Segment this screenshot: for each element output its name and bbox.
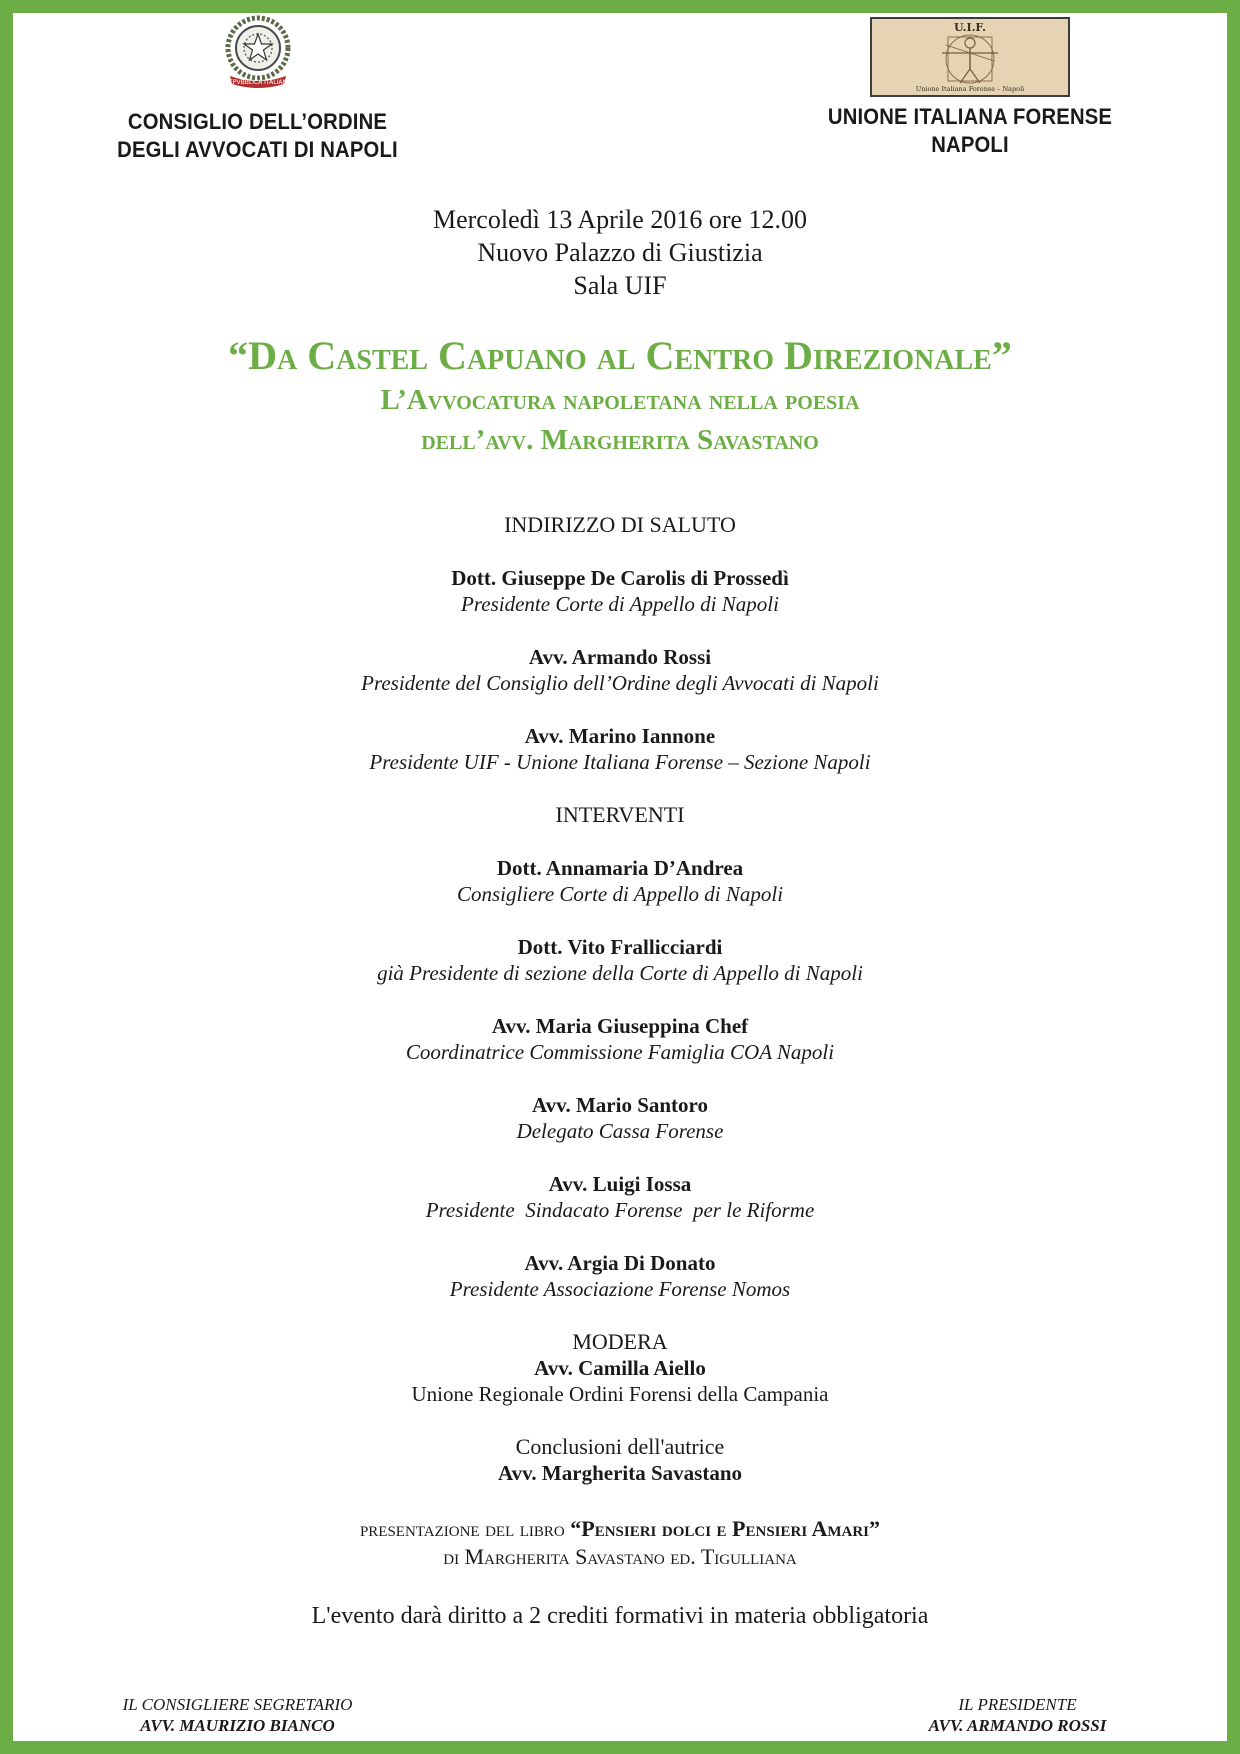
speaker-person bbox=[0, 1171, 1240, 1223]
vitruvian-man-icon bbox=[872, 19, 1068, 95]
left-org-line1: CONSIGLIO DELL’ORDINE bbox=[127, 109, 388, 134]
event-date: Mercoledì 13 Aprile 2016 ore 12.00 bbox=[432, 205, 808, 234]
event-title bbox=[0, 332, 1240, 460]
uif-logo-title: U.I.F. bbox=[954, 21, 986, 34]
greeting-person bbox=[0, 565, 1240, 617]
speaker-person bbox=[0, 1013, 1240, 1065]
program bbox=[0, 512, 1240, 1486]
credits-note: L'evento darà diritto a 2 crediti formativi in materia obbligatoria bbox=[311, 1603, 929, 1629]
speeches-heading: INTERVENTI bbox=[555, 802, 685, 827]
person-name: Avv. Maria Giuseppina Chef bbox=[491, 1014, 749, 1038]
person-name: Avv. Marino Iannone bbox=[524, 724, 716, 748]
right-org-name bbox=[814, 103, 1127, 159]
person-name: Dott. Giuseppe De Carolis di Prossedì bbox=[451, 566, 789, 590]
right-org-line1: UNIONE ITALIANA FORENSE bbox=[827, 104, 1113, 129]
title-sub2: dell’avv. Margherita Savastano bbox=[421, 424, 819, 456]
signature-right-name: AVV. ARMANDO ROSSI bbox=[928, 1716, 1107, 1735]
signature-right-title: IL PRESIDENTE bbox=[958, 1695, 1077, 1714]
person-role: Presidente UIF - Unione Italiana Forense – Sezione Napoli bbox=[369, 750, 871, 774]
person-name: Avv. Luigi Iossa bbox=[548, 1172, 692, 1196]
italian-emblem-icon bbox=[220, 14, 296, 92]
right-org-line2: NAPOLI bbox=[931, 132, 1009, 157]
moderator-heading: MODERA bbox=[572, 1329, 668, 1354]
book-line1 bbox=[0, 1515, 1240, 1543]
event-info bbox=[0, 203, 1240, 302]
person-name: Avv. Mario Santoro bbox=[532, 1093, 708, 1117]
book-prefix: presentazione del libro bbox=[359, 1516, 565, 1541]
greetings-heading: INDIRIZZO DI SALUTO bbox=[504, 512, 736, 537]
moderator-role: Unione Regionale Ordini Forensi della Campania bbox=[411, 1382, 829, 1406]
greeting-person bbox=[0, 644, 1240, 696]
person-name: Avv. Armando Rossi bbox=[528, 645, 712, 669]
speaker-person bbox=[0, 934, 1240, 986]
uif-logo-caption: Unione Italiana Forense – Napoli bbox=[915, 85, 1025, 93]
person-role: Presidente Associazione Forense Nomos bbox=[449, 1277, 791, 1301]
person-role: Presidente Corte di Appello di Napoli bbox=[461, 592, 779, 616]
signature-left-name: AVV. MAURIZIO BIANCO bbox=[140, 1716, 335, 1735]
person-name: Dott. Annamaria D’Andrea bbox=[496, 856, 744, 880]
person-role: già Presidente di sezione della Corte di Appello di Napoli bbox=[377, 961, 863, 985]
book-line2: di Margherita Savastano ed. Tigulliana bbox=[443, 1544, 797, 1569]
left-org-line2: DEGLI AVVOCATI DI NAPOLI bbox=[117, 137, 398, 162]
speaker-person bbox=[0, 1092, 1240, 1144]
speaker-person bbox=[0, 855, 1240, 907]
left-organization bbox=[90, 14, 425, 164]
signature-right bbox=[880, 1694, 1155, 1736]
right-organization bbox=[800, 17, 1140, 159]
signature-left-title: IL CONSIGLIERE SEGRETARIO bbox=[122, 1695, 353, 1714]
signature-left bbox=[100, 1694, 375, 1736]
person-name: Dott. Vito Frallicciardi bbox=[517, 935, 723, 959]
uif-logo bbox=[870, 17, 1070, 97]
person-role: Coordinatrice Commissione Famiglia COA Napoli bbox=[405, 1040, 835, 1064]
person-role: Presidente del Consiglio dell’Ordine degli Avvocati di Napoli bbox=[361, 671, 879, 695]
conclusion-name: Avv. Margherita Savastano bbox=[497, 1461, 742, 1485]
event-place: Nuovo Palazzo di Giustizia bbox=[477, 238, 763, 267]
moderator-block bbox=[0, 1329, 1240, 1407]
book-presentation bbox=[0, 1515, 1240, 1571]
left-org-name bbox=[103, 108, 411, 164]
person-role: Presidente Sindacato Forense per le Riforme bbox=[425, 1198, 815, 1222]
conclusion-block bbox=[0, 1434, 1240, 1486]
moderator-name: Avv. Camilla Aiello bbox=[534, 1356, 706, 1380]
person-name: Avv. Argia Di Donato bbox=[524, 1251, 716, 1275]
person-role: Delegato Cassa Forense bbox=[516, 1119, 724, 1143]
person-role: Consigliere Corte di Appello di Napoli bbox=[456, 882, 784, 906]
title-main: “Da Castel Capuano al Centro Direzionale” bbox=[228, 333, 1012, 378]
book-title: “Pensieri dolci e Pensieri Amari” bbox=[570, 1516, 881, 1541]
greeting-person bbox=[0, 723, 1240, 775]
speaker-person bbox=[0, 1250, 1240, 1302]
conclusion-heading: Conclusioni dell'autrice bbox=[515, 1434, 725, 1459]
event-room: Sala UIF bbox=[573, 271, 667, 300]
title-sub1: L’Avvocatura napoletana nella poesia bbox=[380, 384, 860, 416]
emblem-ribbon-text: REPVBBLICA ITALIANA bbox=[224, 79, 291, 86]
